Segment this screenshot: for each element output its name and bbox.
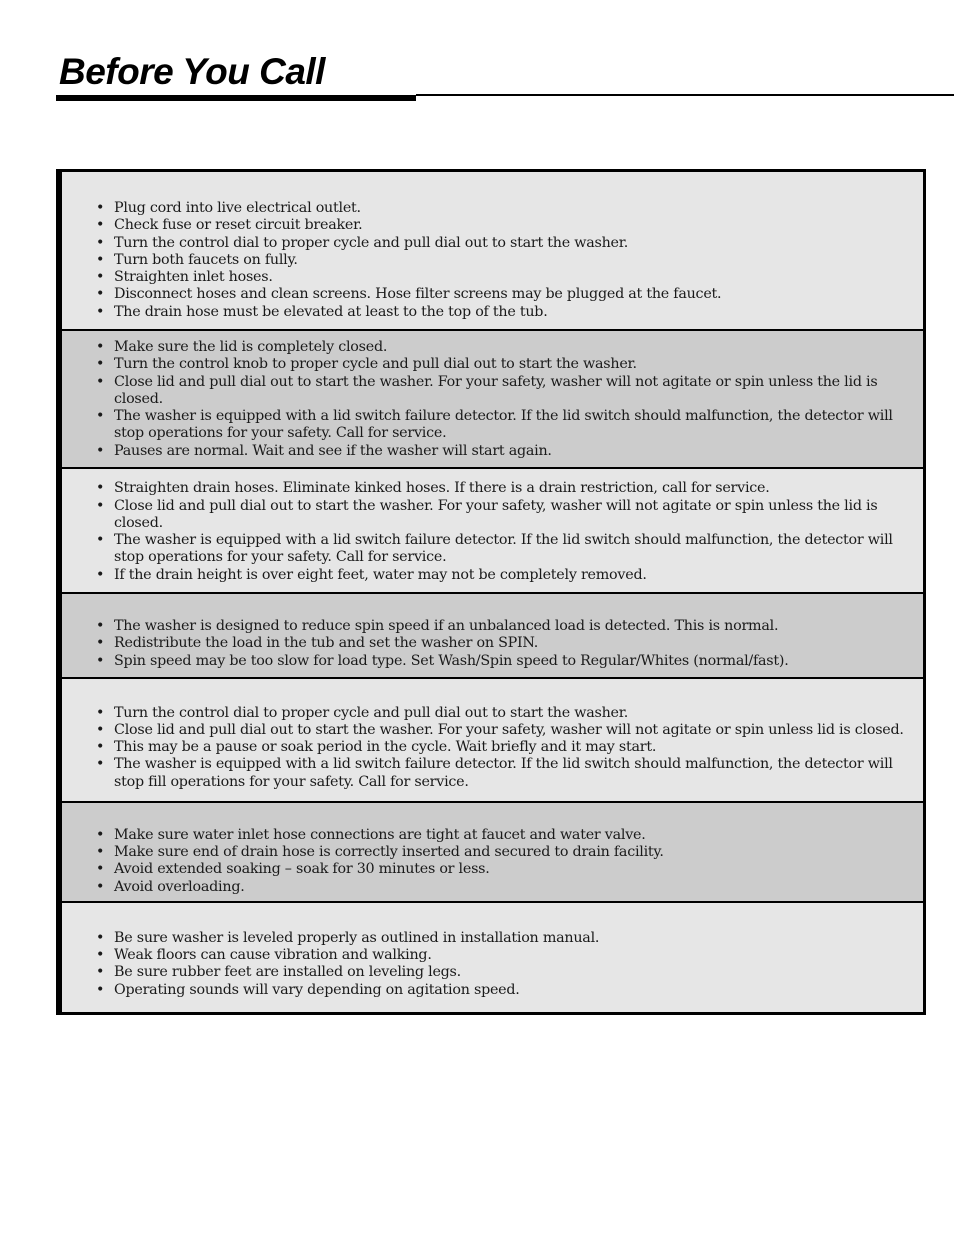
- troubleshooting-section: [62, 803, 923, 903]
- bullet-icon: •: [96, 303, 105, 320]
- list-item: [96, 252, 913, 269]
- list-item: [96, 443, 913, 460]
- list-item: [96, 844, 913, 861]
- list-item: [96, 532, 913, 567]
- bullet-icon: •: [96, 480, 105, 497]
- list-item-text: This may be a pause or soak period in the cycle. Wait briefly and it may start.: [114, 739, 657, 756]
- list-item-text: The washer is equipped with a lid switch failure detector. If the lid switch should malfunction, the detector will stop operations for your safety. Call for service.: [114, 532, 893, 566]
- bullet-icon: •: [96, 826, 105, 843]
- bullet-icon: •: [96, 251, 105, 268]
- list-item: [96, 930, 913, 947]
- bullet-icon: •: [96, 618, 105, 635]
- list-item-text: Avoid extended soaking – soak for 30 minutes or less.: [114, 861, 490, 878]
- list-item-text: Close lid and pull dial out to start the washer. For your safety, washer will not agitate or spin unless lid is closed.: [114, 721, 904, 738]
- list-item-text: The washer is equipped with a lid switch failure detector. If the lid switch should malfunction, the detector will stop fill operations for your safety. Call for service.: [114, 756, 893, 790]
- list-item: [96, 200, 913, 217]
- list-item: [96, 286, 913, 303]
- list-item-text: Plug cord into live electrical outlet.: [114, 199, 361, 216]
- list-item-text: Check fuse or reset circuit breaker.: [114, 217, 363, 234]
- bullet-icon: •: [96, 964, 105, 981]
- bullet-icon: •: [96, 704, 105, 721]
- bullet-icon: •: [96, 739, 105, 756]
- list-item: [96, 480, 913, 497]
- list-item: [96, 982, 913, 999]
- bullet-list: [96, 705, 913, 791]
- list-item-text: Turn the control knob to proper cycle and pull dial out to start the washer.: [114, 356, 637, 373]
- list-item: [96, 635, 913, 652]
- bullet-list: [96, 339, 913, 460]
- list-item-text: Turn the control dial to proper cycle and pull dial out to start the washer.: [114, 704, 629, 721]
- bullet-icon: •: [96, 497, 105, 514]
- bullet-icon: •: [96, 981, 105, 998]
- list-item-text: Straighten drain hoses. Eliminate kinked hoses. If there is a drain restriction, call for service.: [114, 480, 770, 497]
- list-item-text: Avoid overloading.: [114, 878, 245, 895]
- bullet-icon: •: [96, 338, 105, 355]
- bullet-icon: •: [96, 442, 105, 459]
- list-item: [96, 374, 913, 409]
- list-item: [96, 567, 913, 584]
- page-header: [0, 0, 954, 110]
- list-item: [96, 304, 913, 321]
- bullet-icon: •: [96, 861, 105, 878]
- troubleshooting-section: [62, 331, 923, 469]
- list-item-text: Operating sounds will vary depending on agitation speed.: [114, 981, 520, 998]
- bullet-icon: •: [96, 199, 105, 216]
- troubleshooting-section: [62, 594, 923, 679]
- list-item: [96, 879, 913, 896]
- list-item: [96, 756, 913, 791]
- troubleshooting-section: [62, 172, 923, 331]
- bullet-icon: •: [96, 947, 105, 964]
- bullet-icon: •: [96, 373, 105, 390]
- bullet-icon: •: [96, 234, 105, 251]
- list-item: [96, 269, 913, 286]
- list-item-text: Make sure water inlet hose connections are tight at faucet and water valve.: [114, 826, 646, 843]
- list-item-text: Turn both faucets on fully.: [114, 251, 298, 268]
- list-item: [96, 861, 913, 878]
- bullet-list: [96, 618, 913, 670]
- troubleshooting-section: [62, 903, 923, 1012]
- list-item: [96, 827, 913, 844]
- bullet-icon: •: [96, 844, 105, 861]
- list-item: [96, 722, 913, 739]
- bullet-icon: •: [96, 756, 105, 773]
- list-item-text: Disconnect hoses and clean screens. Hose filter screens may be plugged at the faucet.: [114, 286, 722, 303]
- list-item-text: Turn the control dial to proper cycle and pull dial out to start the washer.: [114, 234, 629, 251]
- list-item-text: Redistribute the load in the tub and set the washer on SPIN.: [114, 635, 539, 652]
- bullet-icon: •: [96, 532, 105, 549]
- list-item: [96, 705, 913, 722]
- list-item-text: Make sure end of drain hose is correctly inserted and secured to drain facility.: [114, 844, 664, 861]
- list-item-text: Close lid and pull dial out to start the washer. For your safety, washer will not agitate or spin unless the lid is closed.: [114, 497, 878, 531]
- bullet-icon: •: [96, 635, 105, 652]
- list-item-text: Be sure washer is leveled properly as outlined in installation manual.: [114, 929, 600, 946]
- bullet-icon: •: [96, 286, 105, 303]
- bullet-icon: •: [96, 408, 105, 425]
- bullet-icon: •: [96, 652, 105, 669]
- list-item: [96, 653, 913, 670]
- list-item-text: Make sure the lid is completely closed.: [114, 338, 388, 355]
- title-rule-thin: [416, 94, 954, 96]
- bullet-list: [96, 930, 913, 999]
- bullet-icon: •: [96, 566, 105, 583]
- list-item-text: The washer is designed to reduce spin speed if an unbalanced load is detected. This is normal.: [114, 618, 779, 635]
- list-item: [96, 339, 913, 356]
- list-item: [96, 964, 913, 981]
- list-item: [96, 235, 913, 252]
- bullet-icon: •: [96, 721, 105, 738]
- list-item-text: Close lid and pull dial out to start the washer. For your safety, washer will not agitate or spin unless the lid is closed.: [114, 373, 878, 407]
- list-item-text: If the drain height is over eight feet, water may not be completely removed.: [114, 566, 647, 583]
- bullet-icon: •: [96, 356, 105, 373]
- list-item-text: Weak floors can cause vibration and walking.: [114, 947, 432, 964]
- list-item-text: The washer is equipped with a lid switch failure detector. If the lid switch should malfunction, the detector will stop operations for your safety. Call for service.: [114, 408, 893, 442]
- list-item: [96, 217, 913, 234]
- list-item-text: Be sure rubber feet are installed on leveling legs.: [114, 964, 461, 981]
- list-item: [96, 947, 913, 964]
- list-item: [96, 498, 913, 533]
- list-item: [96, 356, 913, 373]
- bullet-icon: •: [96, 269, 105, 286]
- list-item-text: Pauses are normal. Wait and see if the washer will start again.: [114, 442, 552, 459]
- bullet-list: [96, 200, 913, 321]
- bullet-list: [96, 480, 913, 584]
- list-item: [96, 739, 913, 756]
- page-title: Before You Call: [59, 51, 325, 92]
- troubleshooting-section: [62, 679, 923, 803]
- list-item-text: Spin speed may be too slow for load type. Set Wash/Spin speed to Regular/Whites (normal/fast).: [114, 652, 789, 669]
- bullet-list: [96, 827, 913, 896]
- bullet-icon: •: [96, 929, 105, 946]
- troubleshooting-table: [56, 169, 926, 1015]
- bullet-icon: •: [96, 878, 105, 895]
- bullet-icon: •: [96, 217, 105, 234]
- list-item: [96, 408, 913, 443]
- troubleshooting-section: [62, 469, 923, 594]
- title-underline-thick: [56, 95, 416, 101]
- list-item-text: Straighten inlet hoses.: [114, 269, 273, 286]
- list-item: [96, 618, 913, 635]
- list-item-text: The drain hose must be elevated at least to the top of the tub.: [114, 303, 548, 320]
